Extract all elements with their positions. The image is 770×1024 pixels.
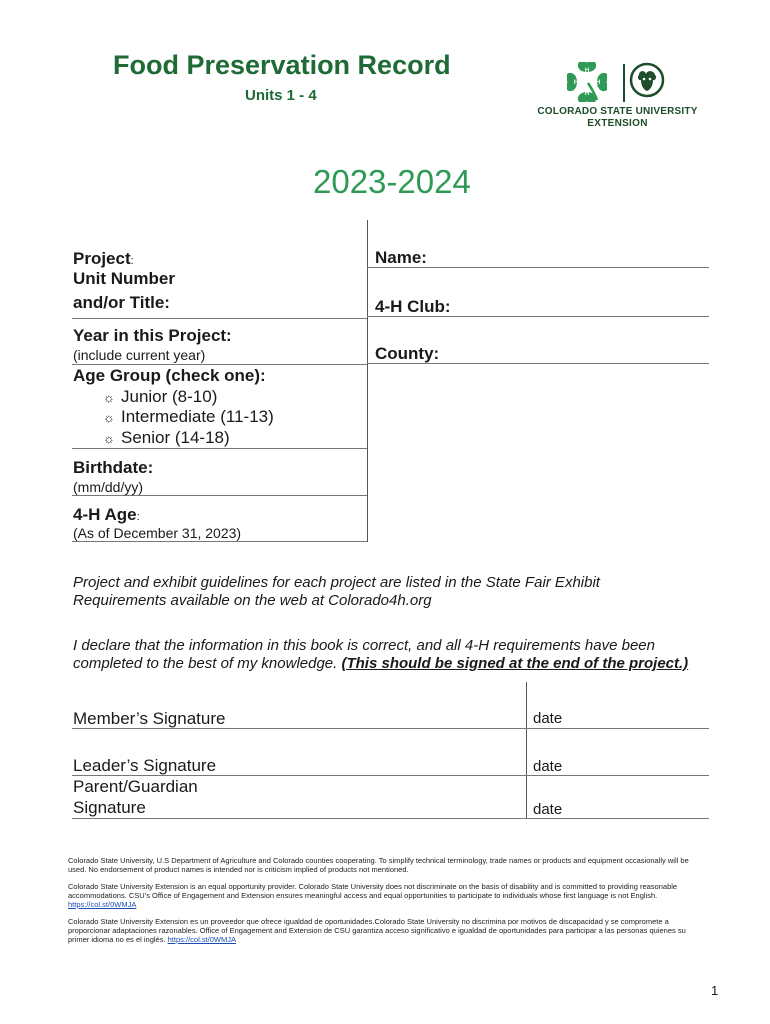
form-column-divider [367, 220, 368, 542]
year-underline [72, 364, 367, 365]
footer-spanish-notice: Colorado State University Extension es un proveedor que ofrece igualdad de oportunidades.Colorado State University no discrimina por motivos de discapacidad y se compromete a proporcionar adaptaciones razonables. Office of Engagement and Extension de CSU garantiza acceso significativo e igualdad de oportunidades para participar a las personas quienes su primer idioma no es el inglés. https://col.st/0WMJA [68, 917, 686, 944]
svg-text:H: H [573, 80, 579, 86]
declaration-emphasis: (This should be signed at the end of the project.) [341, 655, 689, 672]
footer-disclaimer: Colorado State University, U.S Department of Agriculture and Colorado counties cooperating. To simplify technical terminology, trade names or products and equipment occasionally will be used. No endorsement of product names is intended nor is criticism implied of products not mentioned. [68, 856, 689, 874]
project-label: Project: [73, 249, 134, 268]
guidelines-note-line2: Requirements available on the web at Colorado4h.org [73, 592, 432, 609]
footer-link-spanish[interactable]: https://col.st/0WMJA [167, 935, 236, 944]
guidelines-note-line1: Project and exhibit guidelines for each project are listed in the State Fair Exhibit [73, 574, 600, 591]
unit-number-label: Unit Number [73, 269, 175, 288]
parent-date-label: date [533, 801, 563, 818]
leader-signature-label: Leader’s Signature [73, 756, 217, 775]
program-year: 2023-2024 [313, 163, 471, 200]
page-title: Food Preservation Record [113, 50, 451, 80]
extension-name: EXTENSION [587, 118, 648, 129]
declaration-line1: I declare that the information in this book is correct, and all 4-H requirements have been [73, 637, 655, 654]
year-in-project-hint: (include current year) [73, 347, 206, 363]
member-signature-label: Member’s Signature [73, 709, 226, 728]
age-group-label: Age Group (check one): [73, 366, 266, 385]
signature-column-divider [526, 682, 527, 818]
page-number: 1 [711, 983, 719, 998]
declaration-line2: completed to the best of my knowledge. (This should be signed at the end of the project.) [73, 655, 689, 672]
name-label: Name: [375, 248, 427, 267]
footer-equal-opportunity: Colorado State University Extension is an equal opportunity provider. Colorado State University does not discriminate on the basis of disability and is committed to providing reasonable accommodations. CSU’s Office of Engagement and Extension ensures meaningful access and equal opportunities to participate to individuals whose first language is not English. https://col.st/0WMJA [68, 882, 678, 909]
svg-text:H: H [584, 91, 590, 97]
birthdate-underline [72, 495, 367, 496]
birthdate-hint: (mm/dd/yy) [73, 479, 143, 495]
project-underline [72, 318, 367, 319]
age-option-senior[interactable]: ☼ Senior (14-18) [103, 428, 230, 447]
parent-signature-label-line1: Parent/Guardian [73, 777, 198, 796]
sun-checkbox-icon: ☼ [103, 410, 115, 425]
svg-text:H: H [584, 68, 590, 74]
leader-date-label: date [533, 758, 563, 775]
age-label: 4-H Age: [73, 505, 140, 524]
four-h-clover-icon [567, 62, 607, 102]
age-option-junior[interactable]: ☼ Junior (8-10) [103, 387, 218, 406]
age-option-intermediate[interactable]: ☼ Intermediate (11-13) [103, 407, 274, 426]
units-subtitle: Units 1 - 4 [245, 87, 317, 104]
footer-link[interactable]: https://col.st/0WMJA [68, 900, 137, 909]
title-label: and/or Title: [73, 293, 170, 312]
birthdate-label: Birthdate: [73, 458, 154, 477]
age-group-underline [72, 448, 367, 449]
parent-signature-line [72, 818, 709, 819]
svg-text:H: H [595, 80, 601, 86]
age-hint: (As of December 31, 2023) [73, 525, 242, 541]
csu-ram-icon [629, 62, 665, 98]
club-label: 4-H Club: [375, 297, 451, 316]
sun-checkbox-icon: ☼ [103, 431, 115, 446]
member-date-label: date [533, 710, 563, 727]
csu-extension-logo [525, 62, 710, 130]
sun-checkbox-icon: ☼ [103, 390, 115, 405]
county-label: County: [375, 344, 440, 363]
university-name: COLORADO STATE UNIVERSITY [537, 106, 698, 117]
parent-signature-label-line2: Signature [73, 798, 146, 817]
logo-divider [623, 64, 625, 102]
year-in-project-label: Year in this Project: [73, 326, 232, 345]
age-underline [72, 541, 367, 542]
